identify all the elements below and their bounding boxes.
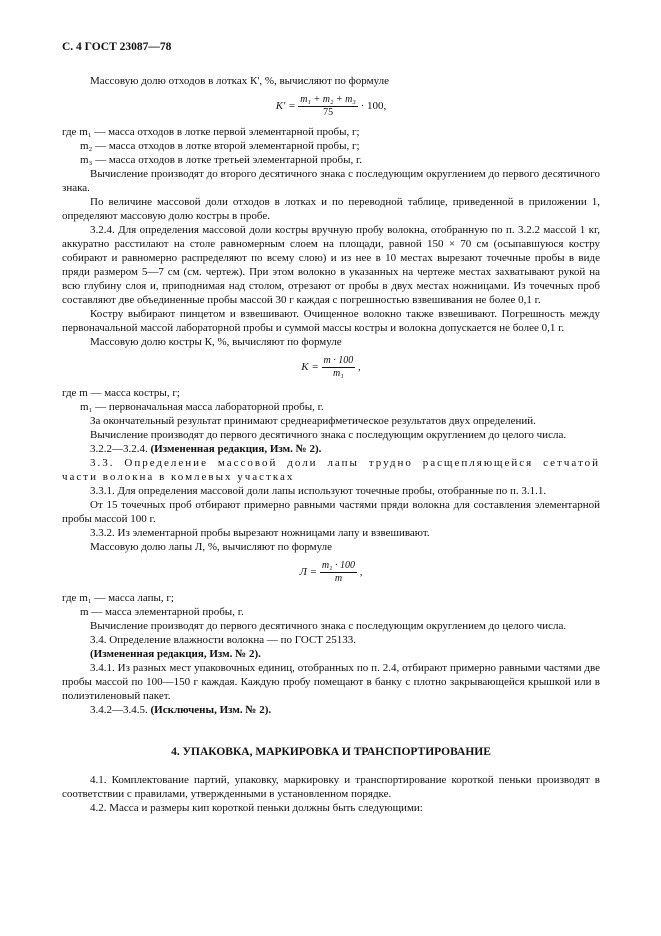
document-page [62,40,600,815]
section-heading: 4. УПАКОВКА, МАРКИРОВКА И ТРАНСПОРТИРОВАНИЕ [171,746,491,758]
paragraph: Массовую долю лапы Л, %, вычисляют по формуле [90,541,333,553]
clause-range: 3.4.2—3.4.5. [90,704,148,716]
formula-shive-fraction [62,355,600,380]
formula-rhs: · 100, [360,100,387,113]
paragraph: Костру выбирают пинцетом и взвешивают. Очищенное волокно также взвешивают. Погрешность между первоначальной массой лабораторной пробы и суммой массы костры и волокна допускается не более 0,1 г. [62,308,600,334]
legend-line: m — масса элементарной пробы, г. [80,606,244,618]
formula-fraction [298,94,358,119]
formula-lapa-fraction [62,560,600,585]
amendment-note: (Измененная редакция, Изм. № 2). [150,443,322,455]
formula-waste-fraction [62,94,600,119]
formula-legend [62,386,600,414]
paragraph: 4.1. Комплектование партий, упаковку, маркировку и транспортирование короткой пеньки производят в соответствии с правилами, утвержденными в установленном порядке. [62,774,600,800]
legend-line: где m₁ — масса отходов в лотке первой элементарной пробы, г; [62,126,360,138]
legend-line: где m₁ — масса лапы, г; [62,592,174,604]
paragraph: 3.3.1. Для определения массовой доли лапы используют точечные пробы, отобранные по п. 3.1.1. [90,485,547,497]
formula-fraction [320,560,357,585]
formula-fraction [322,355,356,380]
paragraph: Вычисление производят до первого десятичного знака с последующим округлением до целого числа. [90,429,567,441]
legend-line: m₃ — масса отходов в лотке третьей элементарной пробы, г. [80,154,362,166]
paragraph: Массовую долю отходов в лотках К', %, вычисляют по формуле [90,75,389,87]
formula-numerator: m₁ + m₂ + m₃ [300,94,356,105]
paragraph: 4.2. Масса и размеры кип короткой пеньки должны быть следующими: [90,802,423,814]
page-header: С. 4 ГОСТ 23087—78 [62,41,172,53]
paragraph: Массовую долю костры К, %, вычисляют по формуле [90,336,342,348]
paragraph: Вычисление производят до второго десятичного знака с последующим округлением до первого десятичного знака. [62,168,600,194]
paragraph: 3.4. Определение влажности волокна — по ГОСТ 25133. [90,634,357,646]
formula-legend [62,125,600,167]
formula-denominator: 75 [323,107,334,118]
paragraph: По величине массовой доли отходов в лотках и по переводной таблице, приведенной в приложении 1, определяют массовую долю костры в пробе. [62,196,600,222]
amendment-note: (Исключены, Изм. № 2). [150,704,272,716]
amendment-note: (Измененная редакция, Изм. № 2). [90,648,261,660]
formula-numerator: m · 100 [323,355,354,366]
subsection-heading: 3.3. Определение массовой доли лапы трудно расщепляющейся сетчатой части волокна в комлевых участках [62,457,600,483]
paragraph: 3.2.4. Для определения массовой доли костры вручную пробу волокна, отобранную по п. 3.2.2 массой 1 кг, аккуратно расстилают на столе равномерным слоем на площади, равной 150 × 70 см (осыпавшуюся костру собирают и равномерно распределяют по всему слою) и из нее в 10 местах вырезают точечные пробы в виде пряди размером 5—7 см (см. чертеж). При этом волокно в указанных на чертеже местах захватывают рукой на всю глубину слоя и, приподнимая над столом, отрезают от пробы в двух местах ножницами. Из точечных проб составляют две объединенные пробы массой 30 г каждая с погрешностью взвешивания не более 0,1 г. [62,224,600,306]
legend-line: где m — масса костры, г; [62,387,180,399]
formula-denominator: m₁ [333,368,344,379]
formula-legend [62,591,600,619]
formula-rhs: , [357,361,361,374]
formula-lhs: К = [301,361,319,374]
paragraph: 3.3.2. Из элементарной пробы вырезают ножницами лапу и взвешивают. [90,527,430,539]
paragraph: 3.4.1. Из разных мест упаковочных единиц, отобранных по п. 2.4, отбирают примерно равными частями две пробы массой по 100—150 г каждая. Каждую пробу помещают в банку с плотно закрывающейся крышкой или в полиэтиленовый пакет. [62,662,600,702]
paragraph: За окончательный результат принимают среднеарифметическое результатов двух определений. [90,415,536,427]
paragraph: От 15 точечных проб отбирают примерно равными частями пряди волокна для составления элементарной пробы массой 100 г. [62,499,600,525]
formula-numerator: m₁ · 100 [321,560,356,571]
paragraph-amendment [62,442,600,456]
formula-lhs: К' = [275,100,296,113]
formula-rhs: , [359,566,363,579]
clause-range: 3.2.2—3.2.4. [90,443,148,455]
formula-lhs: Л = [299,566,318,579]
legend-line: m₁ — первоначальная масса лабораторной пробы, г. [80,401,324,413]
paragraph: Вычисление производят до первого десятичного знака с последующим округлением до целого числа. [90,620,567,632]
formula-denominator: m [334,573,343,584]
paragraph-amendment [62,703,600,717]
legend-line: m₂ — масса отходов в лотке второй элементарной пробы, г; [80,140,360,152]
